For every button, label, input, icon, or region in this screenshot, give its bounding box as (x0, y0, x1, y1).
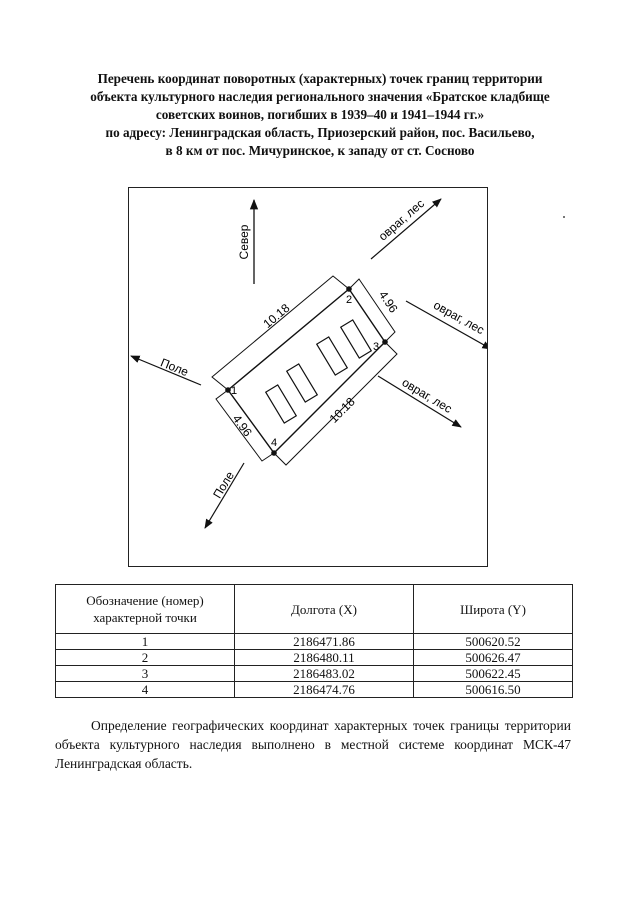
cell-latitude: 500626.47 (414, 650, 573, 666)
grave-outline (341, 320, 372, 358)
point-marker (346, 286, 352, 292)
point-label: 2 (346, 294, 353, 306)
point-label: 3 (373, 341, 380, 353)
table-row (56, 634, 573, 650)
dimension-left-label: 4.96 (229, 412, 255, 440)
point-marker (382, 339, 388, 345)
se-label: овраг, лес (399, 375, 455, 416)
title-line: советских воинов, погибших в 1939–40 и 1941–1944 гг.» (155, 107, 485, 122)
point-marker (271, 450, 277, 456)
dimension-right-label: 4.96 (375, 288, 401, 316)
cell-point: 1 (56, 634, 235, 650)
grave-outline (317, 337, 348, 375)
table-row (56, 650, 573, 666)
title-line: в 8 км от пос. Мичуринское, к западу от ст. Сосново (165, 143, 475, 158)
title-line: объекта культурного наследия регионального значения «Братское кладбище (90, 89, 550, 104)
note-text: Определение географических координат характерных точек границы территории объекта культурного наследия выполнено в местной системе координат МСК-47 Ленинградская область. (55, 718, 571, 771)
header-longitude: Долгота (X) (235, 585, 414, 634)
table-row (56, 682, 573, 698)
nw-label: Поле (158, 355, 191, 380)
grave-outline (287, 364, 318, 402)
cell-longitude: 2186471.86 (235, 634, 414, 650)
sw-label: Поле (210, 469, 237, 501)
header-point: Обозначение (номер) характерной точки (56, 585, 235, 634)
cell-longitude: 2186483.02 (235, 666, 414, 682)
title-line: Перечень координат поворотных (характерных) точек границ территории (97, 71, 543, 86)
dimension-bottom (274, 342, 397, 465)
point-label: 4 (271, 437, 278, 449)
note-paragraph (55, 716, 571, 773)
north-label: Север (237, 224, 251, 260)
title-line: по адресу: Ленинградская область, Приозерский район, пос. Васильево, (105, 125, 535, 140)
table-header-row (56, 585, 573, 634)
point-label: 1 (231, 385, 238, 397)
cell-longitude: 2186480.11 (235, 650, 414, 666)
ne-label: овраг, лес (375, 196, 427, 244)
scan-speck (563, 216, 565, 218)
cell-point: 2 (56, 650, 235, 666)
document-title (40, 70, 600, 160)
point-marker (225, 387, 231, 393)
e-label: овраг, лес (431, 297, 487, 338)
table-row (56, 666, 573, 682)
cell-point: 3 (56, 666, 235, 682)
dimension-top-label: 10.18 (260, 300, 293, 331)
grave-outline (266, 385, 297, 423)
cell-latitude: 500620.52 (414, 634, 573, 650)
site-scheme-drawing (129, 188, 487, 566)
cell-latitude: 500616.50 (414, 682, 573, 698)
cell-latitude: 500622.45 (414, 666, 573, 682)
dimension-top (212, 276, 349, 390)
header-latitude: Широта (Y) (414, 585, 573, 634)
coordinates-table (55, 584, 573, 698)
cell-point: 4 (56, 682, 235, 698)
dimension-bottom-label: 10.18 (326, 394, 358, 426)
site-scheme (128, 187, 488, 567)
cell-longitude: 2186474.76 (235, 682, 414, 698)
